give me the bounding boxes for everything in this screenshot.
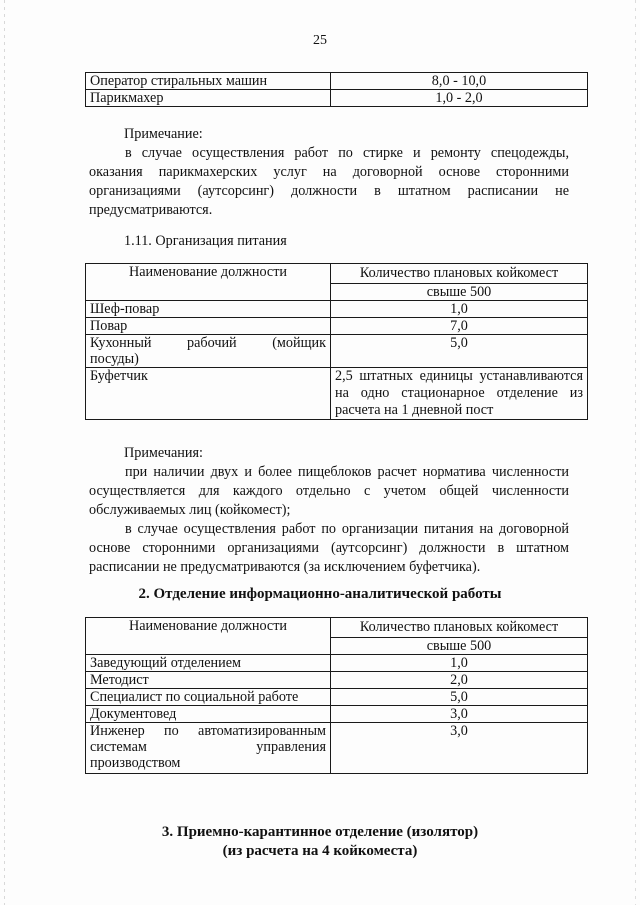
note-text-1: при наличии двух и более пищеблоков расчет норматива численности осуществляется для каждого отдельно с учетом общей численности обслуживаемых лиц (койкомест); <box>89 464 569 518</box>
note-text-2: в случае осуществления работ по организации питания на договорной основе сторонними организациями (аутсорсинг) должности в штатном расписании не предусматриваются (за исключением буфетчика). <box>89 521 569 575</box>
position-value: 1,0 - 2,0 <box>331 90 588 107</box>
section-2-title: 2. Отделение информационно-аналитической работы <box>138 586 502 602</box>
position-name-line: системам управления <box>90 739 326 755</box>
position-value: 2,5 штатных единицы устанавливаются на одно стационарное отделение из расчета на 1 дневной пост <box>331 368 588 420</box>
note-heading: Примечание: <box>124 126 203 142</box>
table-row <box>86 318 588 335</box>
table-row <box>86 723 588 774</box>
position-name <box>86 723 331 774</box>
table-row <box>86 689 588 706</box>
table-row <box>86 335 588 368</box>
position-name-line: производством <box>90 755 181 771</box>
position-name: Документовед <box>86 706 331 723</box>
position-value: 2,0 <box>331 672 588 689</box>
table-row <box>86 655 588 672</box>
table-info-analytics <box>85 617 588 774</box>
position-name: Оператор стиральных машин <box>86 73 331 90</box>
table-row <box>86 706 588 723</box>
position-name: Шеф-повар <box>86 301 331 318</box>
table-laundry-hairdresser <box>85 72 588 107</box>
page-number: 25 <box>313 33 327 48</box>
position-name-line: Кухонный рабочий (мойщик <box>90 335 326 351</box>
section-1-11-title: 1.11. Организация питания <box>124 233 287 249</box>
position-value: 3,0 <box>331 723 588 774</box>
note-heading: Примечания: <box>124 445 203 461</box>
position-name: Буфетчик <box>86 368 331 420</box>
position-value: 8,0 - 10,0 <box>331 73 588 90</box>
header-over-500: свыше 500 <box>331 284 588 301</box>
table-catering <box>85 263 588 420</box>
note-catering <box>89 444 569 577</box>
scan-edge-right <box>635 0 636 905</box>
section-3-title: 3. Приемно-карантинное отделение (изолятор) <box>161 824 479 840</box>
table-header-row <box>86 618 588 638</box>
position-value: 3,0 <box>331 706 588 723</box>
position-value: 1,0 <box>331 301 588 318</box>
table-row <box>86 73 588 90</box>
table-row <box>86 368 588 420</box>
header-quantity: Количество плановых койкомест <box>331 264 588 284</box>
position-name: Повар <box>86 318 331 335</box>
position-name: Парикмахер <box>86 90 331 107</box>
header-position: Наименование должности <box>86 618 331 655</box>
header-over-500: свыше 500 <box>331 638 588 655</box>
position-value: 7,0 <box>331 318 588 335</box>
table-row <box>86 90 588 107</box>
table-row <box>86 301 588 318</box>
table-header-row <box>86 264 588 284</box>
section-3-subtitle: (из расчета на 4 койкоместа) <box>222 843 418 859</box>
header-position: Наименование должности <box>86 264 331 301</box>
position-name-line: посуды) <box>90 351 139 367</box>
position-name <box>86 335 331 368</box>
position-name: Специалист по социальной работе <box>86 689 331 706</box>
note-text: в случае осуществления работ по стирке и ремонту спецодежды, оказания парикмахерских услуг на договорной основе сторонними организациями (аутсорсинг) должности в штатном расписании не предусматриваются. <box>89 145 569 218</box>
note-laundry <box>89 125 569 220</box>
position-value: 5,0 <box>331 689 588 706</box>
scan-edge-left <box>4 0 5 905</box>
header-quantity: Количество плановых койкомест <box>331 618 588 638</box>
position-value: 5,0 <box>331 335 588 368</box>
position-name: Заведующий отделением <box>86 655 331 672</box>
table-row <box>86 672 588 689</box>
position-name: Методист <box>86 672 331 689</box>
position-value: 1,0 <box>331 655 588 672</box>
position-name-line: Инженер по автоматизированным <box>90 723 326 739</box>
